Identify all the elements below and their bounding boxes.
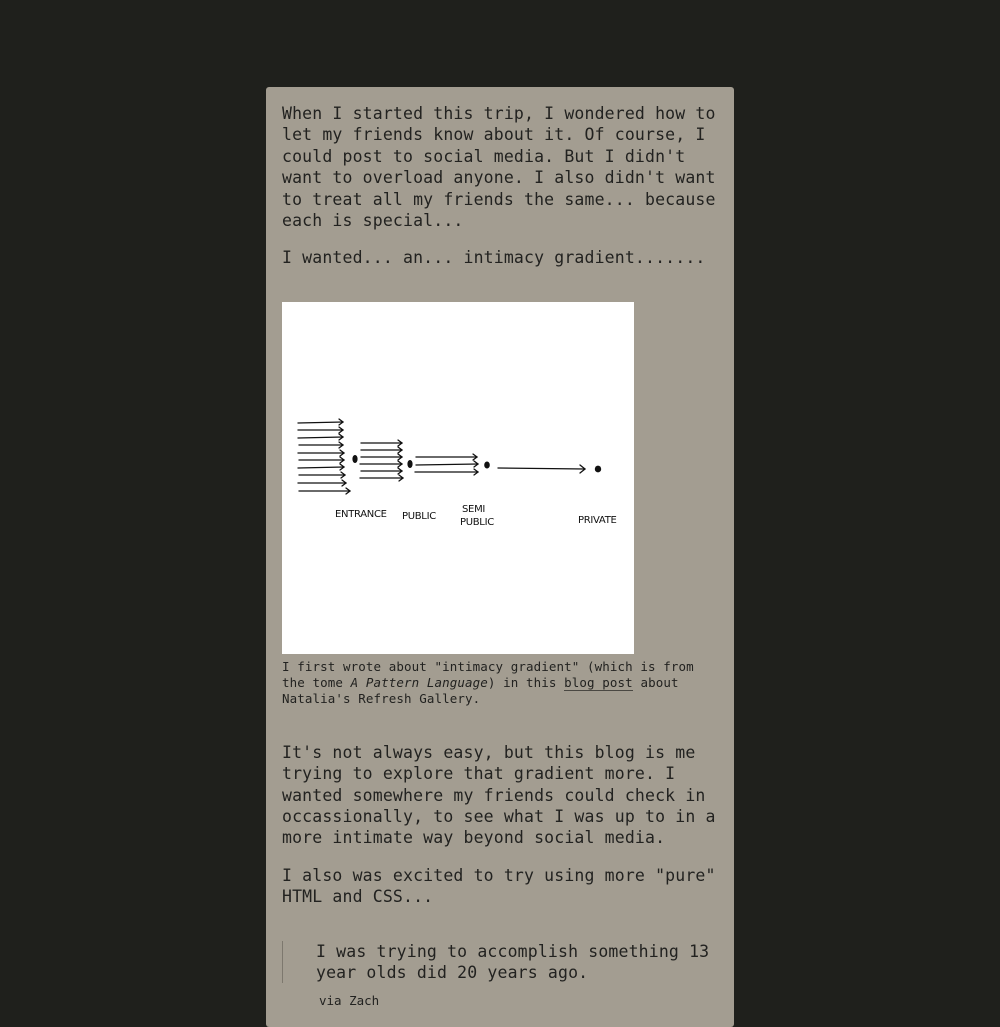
label-semi-public: PUBLIC <box>460 516 494 528</box>
label-semi: SEMI <box>462 503 486 515</box>
label-public: PUBLIC <box>402 510 436 522</box>
figure-caption <box>282 659 702 707</box>
quote-text: I was trying to accomplish something 13 year olds did 20 years ago. <box>316 941 710 983</box>
gradient-blog-paragraph: It's not always easy, but this blog is me trying to explore that gradient more. I wanted somewhere my friends could check in occassionally, to see what I was up to in a more intimate way beyond social media. <box>282 742 716 848</box>
quote-block <box>282 941 718 983</box>
sketch-drawing <box>282 302 634 654</box>
caption-text-end: about Natalia's Refresh Gallery. <box>282 674 679 706</box>
quote-attribution: via Zach <box>319 992 380 1008</box>
post-card <box>266 87 734 1027</box>
intimacy-gradient-paragraph: I wanted... an... intimacy gradient....... <box>282 248 706 268</box>
pure-html-paragraph: I also was excited to try using more "pure" HTML and CSS... <box>282 865 716 907</box>
label-entrance: ENTRANCE <box>335 508 387 520</box>
book-title: A Pattern Language <box>350 674 488 690</box>
label-private: PRIVATE <box>578 514 617 526</box>
intimacy-gradient-sketch <box>282 302 634 654</box>
intro-paragraph: When I started this trip, I wondered how to let my friends know about it. Of course, I could post to social media. But I didn't want to overload anyone. I also didn't want to treat all my friends the same... because each is special... <box>282 104 716 231</box>
caption-text-middle: ) in this <box>487 674 565 690</box>
caption-text-start: I first wrote about "intimacy gradient" (which is from the tome <box>282 658 694 690</box>
blog-post-link[interactable]: blog post <box>564 674 633 690</box>
